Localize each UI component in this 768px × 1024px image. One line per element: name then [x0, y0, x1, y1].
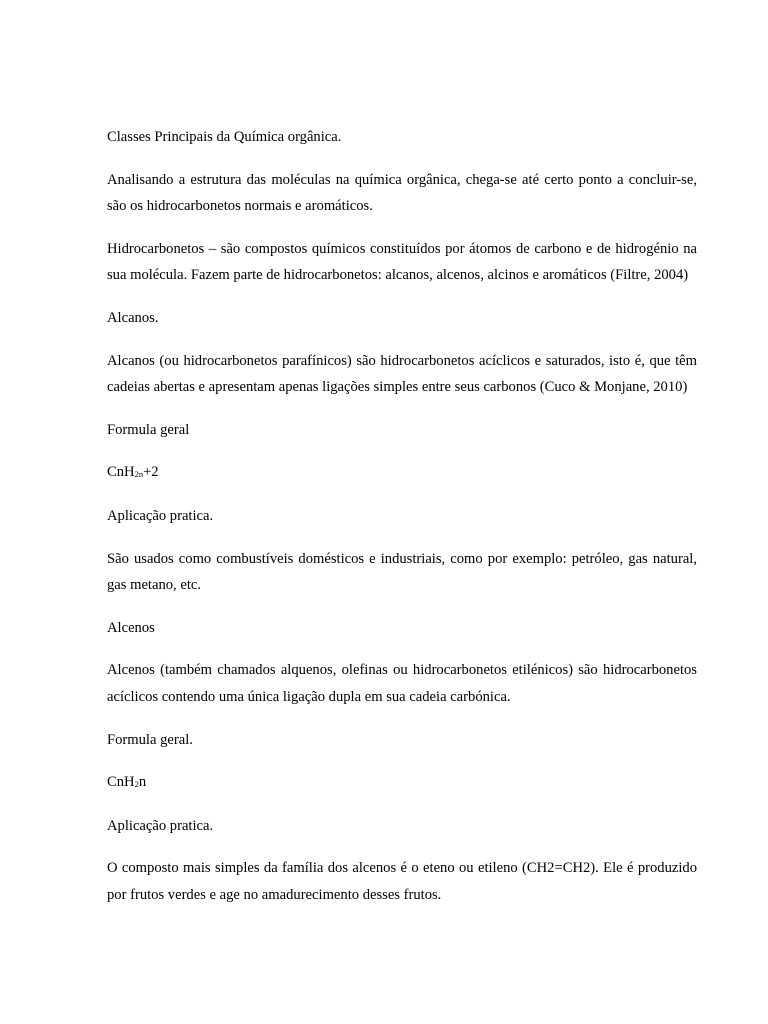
alkanes-formula	[107, 459, 697, 487]
alkenes-definition: Alcenos (também chamados alquenos, olefinas ou hidrocarbonetos etilénicos) são hidrocarbonetos acíclicos contendo uma única ligação dupla em sua cadeia carbónica.	[107, 662, 697, 705]
document-page	[107, 124, 697, 924]
alkanes-definition: Alcanos (ou hidrocarbonetos parafínicos) são hidrocarbonetos acíclicos e saturados, isto é, que têm cadeias abertas e apresentam apenas ligações simples entre seus carbonos (Cuco & Monjane, 2010)	[107, 352, 697, 396]
alkanes-application-heading: Aplicação pratica.	[107, 507, 214, 524]
alkanes-heading: Alcanos.	[107, 309, 159, 326]
alkenes-heading: Alcenos	[107, 619, 155, 636]
alkenes-formula-base: CnH	[107, 774, 135, 791]
alkanes-formula-base: CnH	[107, 464, 135, 481]
alkanes-formula-heading: Formula geral	[107, 421, 190, 438]
alkanes-application: São usados como combustíveis domésticos e industriais, como por exemplo: petróleo, gas natural, gas metano, etc.	[107, 550, 697, 594]
alkenes-application: O composto mais simples da família dos alcenos é o eteno ou etileno (CH2=CH2). Ele é produzido por frutos verdes e age no amadurecimento desses frutos.	[107, 860, 697, 903]
intro-paragraph: Analisando a estrutura das moléculas na química orgânica, chega-se até certo ponto a concluir-se, são os hidrocarbonetos normais e aromáticos.	[107, 171, 697, 215]
alkanes-formula-subscript: 2n	[134, 469, 144, 480]
alkenes-formula	[107, 769, 697, 797]
alkenes-application-heading: Aplicação pratica.	[107, 817, 214, 834]
document-title: Classes Principais da Química orgânica.	[107, 129, 342, 145]
hydrocarbons-paragraph: Hidrocarbonetos – são compostos químicos constituídos por átomos de carbono e de hidrogénio na sua molécula. Fazem parte de hidrocarbonetos: alcanos, alcenos, alcinos e aromáticos (Filtre, 2004)	[107, 240, 697, 284]
alkenes-formula-heading: Formula geral.	[107, 731, 193, 748]
alkenes-formula-subscript: 2	[134, 779, 139, 790]
alkanes-formula-tail: +2	[143, 464, 159, 481]
alkenes-formula-tail: n	[138, 774, 147, 791]
